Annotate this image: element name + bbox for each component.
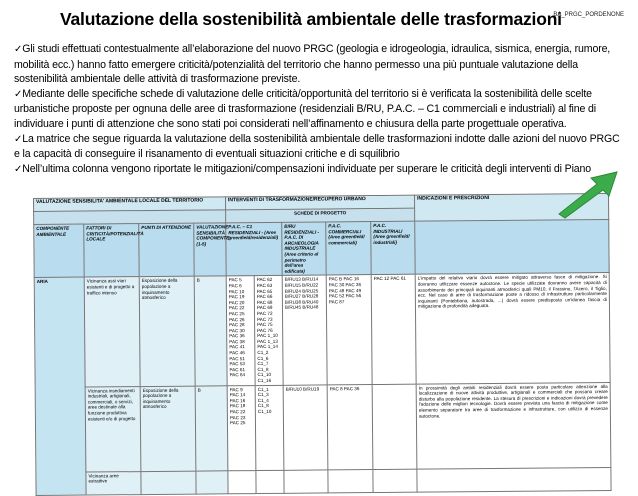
bullet-item (14, 132, 626, 162)
schede-header: SCHEDE DI PROGETTO (226, 208, 415, 223)
column-header: FATTORI DI CRITICITÀ/POTENZIALITÀ LOCALE (84, 224, 139, 278)
pac-comm-cell (328, 469, 373, 492)
matrix-sheet (33, 193, 610, 484)
column-header: PUNTI DI ATTENZIONE (139, 223, 194, 277)
pac-c1b-cell (256, 470, 284, 493)
slide-title: Valutazione della sostenibilità ambientale delle trasformazioni (60, 9, 562, 29)
checkmark-icon: ✓ (14, 88, 23, 100)
value-cell (196, 470, 228, 493)
bullet-text: Nell’ultima colonna vengono riportate le mitigazioni/compensazioni individuate per superare le criticità degli interventi di Piano (22, 162, 592, 175)
bullet-item (14, 42, 626, 87)
bullet-text: Mediante delle specifiche schede di valutazione delle criticità/opportunità del territorio si è verificata la sostenibilità delle scelte urbanistiche proposte per ognuna delle aree di trasformazione (residenziali B/RU, P.A.C. – C1 commerciali e industriali) al fine di individuare i punti di attenzione che sono stati poi considerati nell’affinamento e chiusura della parte progettuale operativa. (14, 87, 596, 130)
column-header: P.A.C. – C1 RESIDENZIALI - (Aree greenfield/residenziali) (226, 222, 282, 276)
column-header-spacer (415, 219, 609, 274)
pac-comm-cell: PAC B PAC 16 PAC 30 PAC 36 PAC 48 PAC 49 PAC 52 PAC 56 PAC 87 (326, 275, 372, 385)
pac-c1-cell (228, 470, 256, 493)
document-tag: BA_PRGC_PORDENONE (553, 12, 624, 18)
checkmark-icon: ✓ (14, 44, 23, 55)
column-header: B/RU RESIDENZIALI - P.A.C. DI ARCHEOLOGIA INDUSTRIALE (Aree criterio al perimetro dell'area edificata) (282, 222, 326, 276)
component-cell: ARIA (34, 277, 86, 495)
pac-ind-cell: PAC 12 PAC 61 (371, 275, 416, 385)
bullet-text: Gli studi effettuati contestualmente all’elaborazione del nuovo PRGC (geologia e idrogeologia, idraulica, sismica, energia, rumore, mobilità ecc.) hanno fatto emergere criticità/potenzialità del territorio che hanno permesso una più puntuale valutazione della sostenibilità ambientale delle attività di trasformazione previste. (14, 43, 611, 86)
bullet-item (14, 87, 626, 132)
bullet-text: La matrice che segue riguarda la valutazione della sostenibilità ambientale delle trasformazioni indotte dalle azioni del nuovo PRGC e la capacità di conseguire il risanamento di eventuali situazioni critiche e di squilibrio (14, 132, 620, 161)
table-title-left: VALUTAZIONE SENSIBILITA' AMBIENTALE LOCALE DEL TERRITORIO (34, 197, 226, 212)
prescription-cell: In prossimità degli ambiti residenziali dovrà essere posta particolare attenzione alla localizzazione di nuove attività produttive, artigianali e commerciali che possano creare disturbo alla popolazione residente. La stesura di prescrizioni e indicazioni dovrà prevedere l'adozione delle migliori tecnologie. Dovrà essere prevista una fascia di mitigazione come elemento separatore tra aree di trasformazione e infrastrutture, con utilizzo di essenze autoctone. (416, 382, 611, 469)
attention-cell: Esposizione della popolazione a inquinamento atmosferico (140, 386, 196, 471)
column-header: COMPONENTE AMBIENTALE (34, 224, 84, 278)
bullet-item (14, 162, 626, 178)
prescription-cell: L'impatto del relativo viario dovrà essere mitigato attraverso fasce di mitigazione. Si dovranno utilizzare essenze autoctone. Le specie utilizzate dovranno avere capacità di assorbimento dei principali inquinanti atmosferici quali PM10, il Frassino, l'Acero, il Tiglio, ecc. Nel caso di aree di trasformazione poste a ridosso di infrastrutture particolarmente inquinanti (Pontebbana, autostrada, ...) dovrà essere predisposta un'idonea fascia di mitigazione di profondità adeguata. (415, 273, 610, 384)
pac-ind-cell (373, 469, 417, 492)
pac-c1b-cell: C1_1 C1_3 C1_4 C1_8 C1_10 (255, 385, 284, 470)
pac-c1b-cell: PAC 62 PAC 63 PAC 65 PAC 66 PAC 68 PAC 69 PAC 72 PAC 73 PAC 75 PAC 76 PAC 1_10 PAC 1_13 PAC 1_14 C1_2 C1_6 C1_7 C1_8 C1_10 C1_16 (254, 276, 283, 386)
table-row (36, 467, 611, 495)
column-header: P.A.C. COMMERCIALI (Aree greenfield/ commerciali) (326, 222, 371, 276)
factor-cell: Vicinanza assi viari esistenti e di progetto a traffico intenso (84, 277, 140, 387)
pac-c1-cell: PAC 9 PAC 14 PAC 16 PAC 18 PAC 22 PAC 23 PAC 25 (227, 385, 256, 470)
attention-cell: Esposizione della popolazione a inquinamento atmosferico (139, 276, 195, 386)
matrix-image (33, 195, 608, 484)
column-header: P.A.C. INDUSTRIALI (Aree greenfield/ industriali) (371, 221, 416, 275)
value-cell: B (195, 385, 228, 470)
table-row (34, 273, 610, 387)
bullet-list (14, 42, 626, 177)
attention-cell (141, 471, 196, 494)
bru-cell: B/RU10 B/RU19 (283, 385, 328, 470)
green-arrow-icon (545, 168, 625, 218)
bru-cell: B/RU13 B/RU14 B/RU15 B/RU22 B/RU24 B/RU25 B/RU27 B/RU28 B/RU38 B/RU40 B/RU45 B/RU48 (282, 275, 327, 385)
table-title-right: INDICAZIONI E PRESCRIZIONI (415, 193, 609, 221)
prescription-cell (417, 467, 611, 492)
pac-c1-cell: PAC 5 PAC 6 PAC 10 PAC 19 PAC 20 PAC 22 PAC 25 PAC 26 PAC 28 PAC 30 PAC 36 PAC 38 PAC 41 PAC 46 PAC 51 PAC 53 PAC 61 PAC 64 (226, 276, 255, 386)
factor-cell: Vicinanza insediamenti industriali, artigianali, commerciali, o servizi, aree destinate alla funzione produttiva esistenti e/o di progetto (85, 386, 141, 471)
table-title-mid: INTERVENTI DI TRASFORMAZIONE/RECUPERO URBANO (225, 195, 414, 210)
bru-cell (284, 470, 328, 493)
checkmark-icon: ✓ (14, 133, 23, 145)
sustainability-matrix (33, 193, 612, 496)
pac-ind-cell (372, 384, 417, 469)
column-header: VALUTAZIONE SENSIBILITÀ COMPONENTE (1-5) (194, 223, 226, 277)
pac-comm-cell: PAC 8 PAC 36 (327, 384, 373, 469)
table-row (35, 382, 611, 472)
value-cell: B (194, 276, 227, 386)
checkmark-icon: ✓ (14, 163, 23, 175)
factor-cell: Vicinanza aree estrattive (86, 471, 141, 494)
